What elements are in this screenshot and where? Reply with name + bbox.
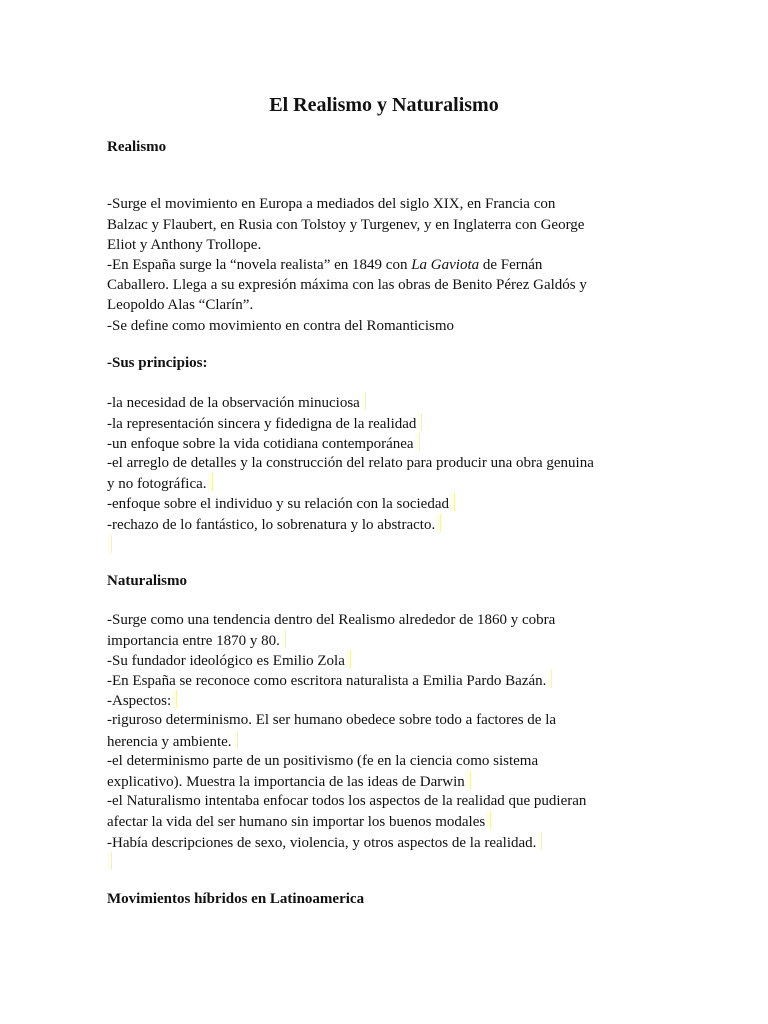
line-text: importancia entre 1870 y 80. <box>107 633 280 649</box>
paragraph-mark <box>486 811 491 829</box>
list-item <box>107 392 366 413</box>
line-text: -Había descripciones de sexo, violencia, y otros aspectos de la realidad. <box>107 835 537 851</box>
paragraph-mark <box>208 473 213 491</box>
paragraph-line <box>107 811 491 832</box>
paragraph-mark <box>107 535 112 553</box>
list-item-text: -un enfoque sobre la vida cotidiana contemporánea <box>107 436 414 452</box>
paragraph-mark <box>466 771 471 789</box>
list-item-text: y no fotográfica. <box>107 476 207 492</box>
section-heading-realismo: Realismo <box>107 139 167 155</box>
paragraph-line: Caballero. Llega a su expresión máxima con las obras de Benito Pérez Galdós y <box>107 277 587 293</box>
paragraph-line <box>107 630 286 651</box>
paragraph-mark <box>361 392 366 410</box>
paragraph-mark <box>346 650 351 668</box>
list-item-text: -enfoque sobre el individuo y su relación con la sociedad <box>107 496 449 512</box>
paragraph-line <box>107 650 351 671</box>
paragraph-line <box>107 731 238 752</box>
paragraph-line: -Surge el movimiento en Europa a mediados del siglo XIX, en Francia con <box>107 196 556 212</box>
paragraph-mark <box>281 630 286 648</box>
paragraph-line <box>107 670 552 691</box>
list-item <box>107 514 441 535</box>
list-item <box>107 473 213 494</box>
paragraph-line: -el Naturalismo intentaba enfocar todos los aspectos de la realidad que pudieran <box>107 793 587 809</box>
book-title-italic: La Gaviota <box>411 257 480 273</box>
section-heading-hibridos: Movimientos híbridos en Latinoamerica <box>107 891 365 907</box>
paragraph-line <box>107 255 542 275</box>
line-text: explicativo). Muestra la importancia de las ideas de Darwin <box>107 774 465 790</box>
line-text: -Aspectos: <box>107 693 172 709</box>
paragraph-mark <box>233 731 238 749</box>
paragraph-mark <box>107 852 112 870</box>
paragraph-mark <box>415 433 420 451</box>
paragraph-mark <box>547 670 552 688</box>
section-heading-naturalismo: Naturalismo <box>107 573 187 589</box>
paragraph-line: -Surge como una tendencia dentro del Realismo alrededor de 1860 y cobra <box>107 612 556 628</box>
paragraph-mark <box>537 832 542 850</box>
list-item <box>107 493 455 514</box>
paragraph-mark <box>450 493 455 511</box>
list-item <box>107 413 422 434</box>
paragraph-line <box>107 832 542 853</box>
paragraph-line <box>107 690 177 711</box>
section-heading-principios: -Sus principios: <box>107 355 208 371</box>
text-run: -En España surge la “novela realista” en 1849 con <box>107 257 412 273</box>
paragraph-line: -Se define como movimiento en contra del Romanticismo <box>107 318 454 334</box>
list-item: -el arreglo de detalles y la construcción del relato para producir una obra genuina <box>107 455 594 471</box>
text-run: de Fernán <box>479 257 543 273</box>
line-text: -Su fundador ideológico es Emilio Zola <box>107 653 345 669</box>
paragraph-mark <box>417 413 422 431</box>
page-title: El Realismo y Naturalismo <box>269 94 499 116</box>
paragraph-line: -riguroso determinismo. El ser humano obedece sobre todo a factores de la <box>107 712 557 728</box>
paragraph-line: Balzac y Flaubert, en Rusia con Tolstoy y Turgenev, y en Inglaterra con George <box>107 217 585 233</box>
paragraph-mark <box>436 514 441 532</box>
list-item <box>107 433 420 454</box>
line-text: herencia y ambiente. <box>107 734 232 750</box>
list-item-text: -rechazo de lo fantástico, lo sobrenatura y lo abstracto. <box>107 517 436 533</box>
paragraph-line <box>107 771 471 792</box>
list-item-text: -la necesidad de la observación minuciosa <box>107 395 360 411</box>
paragraph-line: Leopoldo Alas “Clarín”. <box>107 297 254 313</box>
line-text: -En España se reconoce como escritora naturalista a Emilia Pardo Bazán. <box>107 673 547 689</box>
list-item-text: -la representación sincera y fidedigna de la realidad <box>107 416 417 432</box>
paragraph-line: -el determinismo parte de un positivismo (fe en la ciencia como sistema <box>107 753 539 769</box>
paragraph-mark <box>172 690 177 708</box>
paragraph-line: Eliot y Anthony Trollope. <box>107 237 262 253</box>
line-text: afectar la vida del ser humano sin importar los buenos modales <box>107 814 486 830</box>
